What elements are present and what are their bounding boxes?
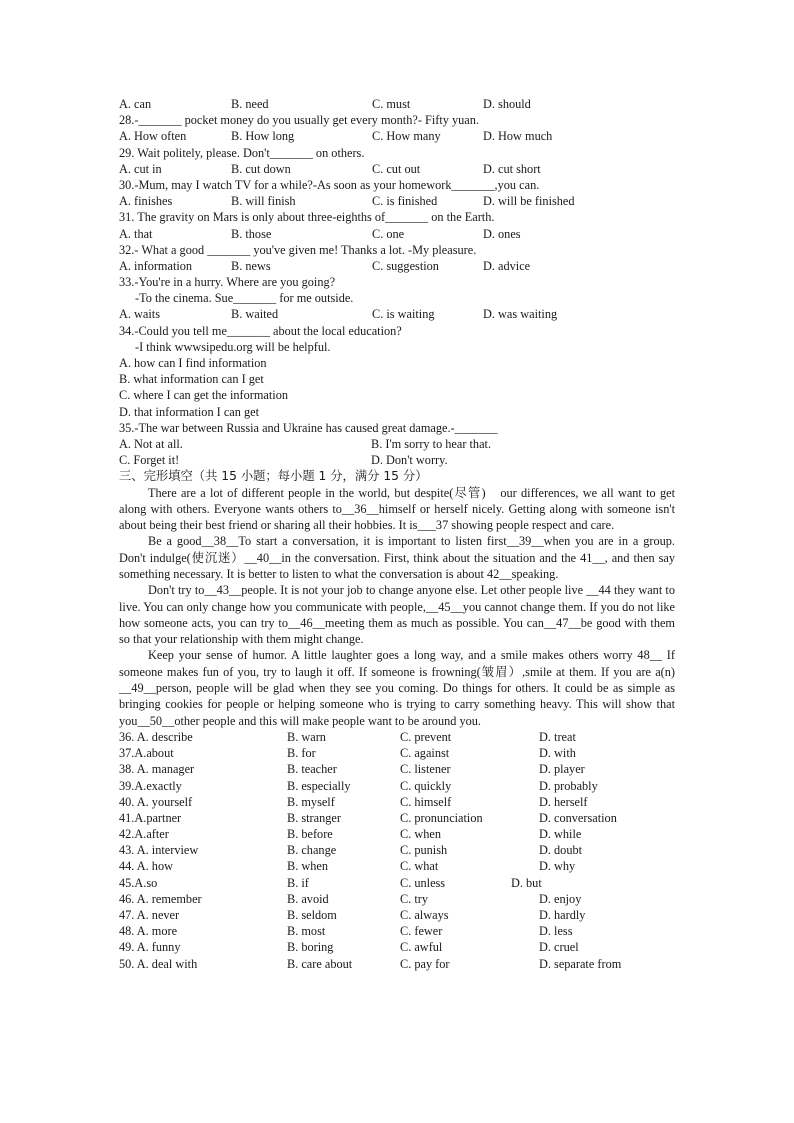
paragraph-text: Don't try to__43__people. It is not your job to change anyone else. Let other people live __44 they want to live. You can only change how you communicate with people,__45__you cannot change them. If you do not like how someone acts, you can try to__46__meeting them as much as possible. You can__47__be good with them so that your relationship with them might change. [119, 583, 675, 647]
paragraph-text: Keep your sense of humor. A little laughter goes a long way, and a smile makes others worry 48__ If someone makes fun of you, try to laugh it off. If someone is frowning(皱眉）,smile at them. If you are a(n) __49__person, people will be glad when they see you coming. Do things for others. It could be as simple as bringing cookies for people or helping someone who is trying to carry something heavy. This will show that you__50__other people and this will make people want to be around you. [119, 648, 675, 728]
q33-options [119, 306, 675, 322]
option-c: C. punish [400, 843, 448, 858]
option-a: A. waits [119, 307, 160, 322]
option-b: B. change [287, 843, 337, 858]
q34-option-a: A. how can I find information [119, 356, 267, 370]
option-b: B. avoid [287, 891, 329, 906]
option-c: C. try [400, 891, 429, 906]
option-c: C. How many [372, 129, 441, 144]
cloze-option-row [119, 842, 675, 858]
option-a: 36. A. describe [119, 729, 193, 744]
cloze-option-row [119, 810, 675, 826]
option-d: D. ones [483, 226, 521, 241]
option-d: D. but [511, 875, 542, 890]
option-b: B. especially [287, 778, 351, 793]
option-c: C. Forget it! [119, 453, 180, 468]
option-c: C. listener [400, 762, 451, 777]
option-d: D. conversation [539, 810, 617, 825]
option-b: B. teacher [287, 762, 337, 777]
option-d: D. herself [539, 794, 588, 809]
option-a: 44. A. how [119, 859, 173, 874]
option-a: A. can [119, 97, 152, 111]
option-a: 40. A. yourself [119, 794, 193, 809]
option-a: 45.A.so [119, 875, 158, 890]
cloze-option-row [119, 826, 675, 842]
option-c: C. unless [400, 875, 446, 890]
exam-page [119, 96, 675, 972]
option-c: C. fewer [400, 924, 443, 939]
option-d: D. while [539, 827, 582, 842]
option-b: B. How long [231, 129, 295, 144]
q35-stem: 35.-The war between Russia and Ukraine has caused great damage.-_______ [119, 420, 498, 435]
option-b: B. news [231, 258, 271, 273]
option-c: C. is waiting [372, 307, 435, 322]
question-options [119, 258, 675, 274]
cloze-options [119, 729, 675, 972]
cloze-passage [119, 485, 675, 729]
cloze-option-row [119, 745, 675, 761]
option-c: C. cut out [372, 161, 421, 176]
option-c: C. always [400, 908, 449, 923]
q33-stem: 33.-You're in a hurry. Where are you going? [119, 275, 336, 290]
question-stem: 31. The gravity on Mars is only about three-eighths of_______ on the Earth. [119, 210, 495, 225]
q27-options [119, 96, 675, 112]
q34-option-c: C. where I can get the information [119, 388, 289, 403]
option-d: D. cut short [483, 161, 541, 176]
question-stem: 32.- What a good _______ you've given me! Thanks a lot. -My pleasure. [119, 242, 477, 257]
option-b: B. for [287, 746, 316, 761]
option-d: D. separate from [539, 956, 622, 971]
option-a: A. finishes [119, 194, 173, 209]
cloze-option-row [119, 956, 675, 972]
q35-options-row2 [119, 452, 675, 468]
option-b: B. before [287, 827, 333, 842]
option-c: C. must [372, 97, 411, 111]
option-d: D. why [539, 859, 576, 874]
cloze-option-row [119, 875, 675, 891]
question-list [119, 112, 675, 274]
option-d: D. should [483, 97, 531, 111]
cloze-option-row [119, 858, 675, 874]
option-d: D. was waiting [483, 307, 558, 322]
option-a: A. information [119, 258, 193, 273]
option-a: 49. A. funny [119, 940, 181, 955]
option-c: C. prevent [400, 729, 452, 744]
paragraph-text: There are a lot of different people in the world, but despite(尽管) our differences, we all want to get along with others. Everyone wants others to__36__himself or herself nicely. Getting along with someone isn't about being their best friend or sharing all their hobbies. It is___37 showing people respect and care. [119, 485, 675, 533]
q34-stem: 34.-Could you tell me_______ about the local education? [119, 323, 402, 338]
option-d: D. cruel [539, 940, 579, 955]
option-a: A. How often [119, 129, 187, 144]
option-c: C. awful [400, 940, 443, 955]
option-d: D. Don't worry. [371, 453, 448, 468]
option-a: 43. A. interview [119, 843, 199, 858]
option-a: A. that [119, 226, 153, 241]
cloze-option-row [119, 761, 675, 777]
q35-options-row1 [119, 436, 675, 452]
passage-paragraph [119, 582, 675, 647]
cloze-option-row [119, 794, 675, 810]
option-d: D. will be finished [483, 194, 575, 209]
option-b: B. those [231, 226, 272, 241]
option-b: B. cut down [231, 161, 291, 176]
option-a: 41.A.partner [119, 810, 182, 825]
option-d: D. hardly [539, 908, 586, 923]
option-d: D. player [539, 762, 585, 777]
option-a: 39.A.exactly [119, 778, 182, 793]
cloze-option-row [119, 939, 675, 955]
option-a: 38. A. manager [119, 762, 195, 777]
q34-option-d: D. that information I can get [119, 404, 260, 419]
option-c: C. himself [400, 794, 452, 809]
question-stem: 29. Wait politely, please. Don't_______ on others. [119, 145, 365, 160]
option-a: A. Not at all. [119, 436, 183, 451]
option-b: B. boring [287, 940, 334, 955]
option-a: 37.A.about [119, 746, 174, 761]
cloze-option-row [119, 778, 675, 794]
question-stem: 30.-Mum, may I watch TV for a while?-As soon as your homework_______,you can. [119, 177, 540, 192]
question-stem: 28.-_______ pocket money do you usually get every month?- Fifty yuan. [119, 113, 479, 128]
option-a: A. cut in [119, 161, 162, 176]
option-d: D. treat [539, 729, 576, 744]
cloze-option-row [119, 923, 675, 939]
section-title: 三、完形填空（共 15 小题；每小题 1 分，满分 15 分） [119, 469, 428, 484]
option-c: C. pay for [400, 956, 450, 971]
option-a: 42.A.after [119, 827, 169, 842]
option-a: 47. A. never [119, 908, 180, 923]
option-c: C. suggestion [372, 258, 439, 273]
option-d: D. less [539, 924, 573, 939]
cloze-option-row [119, 891, 675, 907]
option-c: C. against [400, 746, 450, 761]
option-b: B. waited [231, 307, 279, 322]
option-c: C. one [372, 226, 405, 241]
option-b: B. care about [287, 956, 353, 971]
option-b: B. most [287, 924, 326, 939]
q34-stem-reply: -I think wwwsipedu.org will be helpful. [135, 339, 331, 354]
cloze-option-row [119, 729, 675, 745]
option-b: B. will finish [231, 194, 296, 209]
paragraph-text: Be a good__38__To start a conversation, it is important to listen first__39__when you are in a group. Don't indulge(使沉迷）__40__in the conversation. First, think about the situation and the 41__, and then say something necessary. It is better to listen to what the conversation is about 42__speaking. [119, 534, 675, 581]
option-c: C. quickly [400, 778, 452, 793]
option-a: 46. A. remember [119, 891, 202, 906]
cloze-option-row [119, 907, 675, 923]
question-options [119, 226, 675, 242]
option-d: D. enjoy [539, 891, 582, 906]
option-c: C. pronunciation [400, 810, 483, 825]
option-d: D. doubt [539, 843, 583, 858]
option-d: D. probably [539, 778, 598, 793]
passage-paragraph [119, 485, 675, 534]
option-d: D. advice [483, 258, 531, 273]
option-b: B. need [231, 97, 269, 111]
option-c: C. what [400, 859, 439, 874]
option-c: C. is finished [372, 194, 438, 209]
q34-option-b: B. what information can I get [119, 372, 264, 387]
option-a: 48. A. more [119, 924, 178, 939]
option-d: D. How much [483, 129, 553, 144]
passage-paragraph [119, 647, 675, 728]
question-options [119, 128, 675, 144]
option-a: 50. A. deal with [119, 956, 198, 971]
option-d: D. with [539, 746, 576, 761]
option-b: B. myself [287, 794, 335, 809]
passage-paragraph [119, 533, 675, 582]
question-options [119, 161, 675, 177]
option-b: B. when [287, 859, 328, 874]
option-b: B. seldom [287, 908, 337, 923]
option-c: C. when [400, 827, 441, 842]
option-b: B. stranger [287, 810, 341, 825]
option-b: B. warn [287, 729, 326, 744]
option-b: B. I'm sorry to hear that. [371, 436, 492, 451]
q33-stem-reply: -To the cinema. Sue_______ for me outside. [135, 291, 354, 306]
question-options [119, 193, 675, 209]
option-b: B. if [287, 875, 309, 890]
